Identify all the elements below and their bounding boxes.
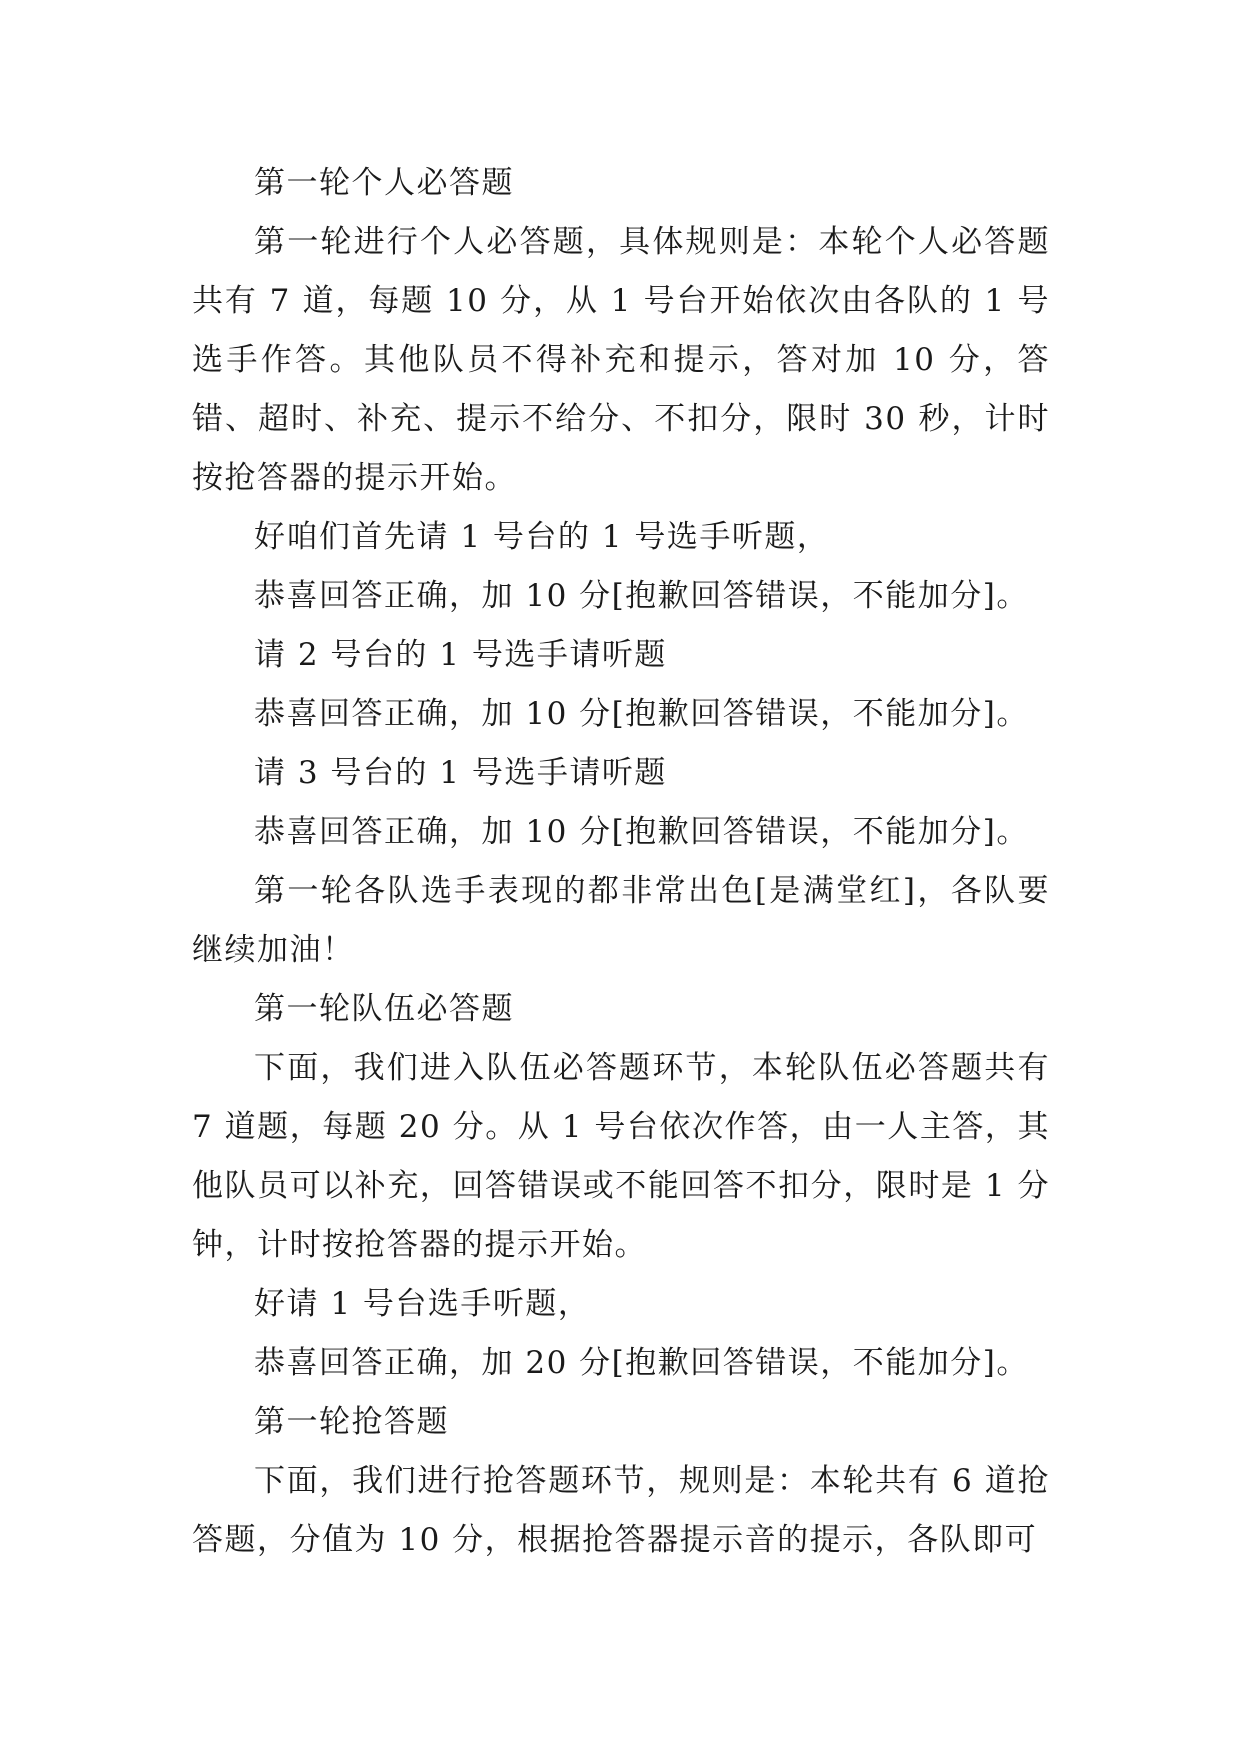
paragraph-result-3: 恭喜回答正确，加 10 分[抱歉回答错误，不能加分]。 [254,814,1029,850]
paragraph-team-result-1: 恭喜回答正确，加 20 分[抱歉回答错误，不能加分]。 [254,1345,1029,1381]
paragraph-call-stage-3: 请 3 号台的 1 号选手请听题 [254,755,667,791]
section-heading-buzzer-round: 第一轮抢答题 [254,1404,449,1440]
paragraph-call-stage-2: 请 2 号台的 1 号选手请听题 [254,637,667,673]
paragraph-result-2: 恭喜回答正确，加 10 分[抱歉回答错误，不能加分]。 [254,696,1029,732]
paragraph-individual-rules: 第一轮进行个人必答题，具体规则是：本轮个人必答题共有 7 道，每题 10 分，从 1 号台开始依次由各队的 1 号选手作答。其他队员不得补充和提示，答对加 10 分，答错、超时、补充、提示不给分、不扣分，限时 30 秒，计时按抢答器的提示开始。 [192,224,1050,496]
document-body [192,154,1050,1570]
paragraph-team-rules: 下面，我们进入队伍必答题环节，本轮队伍必答题共有 7 道题，每题 20 分。从 1 号台依次作答，由一人主答，其他队员可以补充，回答错误或不能回答不扣分，限时是 1 分钟，计时按抢答器的提示开始。 [192,1050,1050,1263]
paragraph-team-call-stage-1: 好请 1 号台选手听题， [254,1286,591,1322]
paragraph-result-1: 恭喜回答正确，加 10 分[抱歉回答错误，不能加分]。 [254,578,1029,614]
paragraph-call-stage-1: 好咱们首先请 1 号台的 1 号选手听题， [254,519,830,555]
paragraph-buzzer-rules: 下面，我们进行抢答题环节，规则是：本轮共有 6 道抢答题，分值为 10 分，根据抢答器提示音的提示，各队即可 [192,1463,1050,1558]
section-heading-individual-round: 第一轮个人必答题 [254,165,514,201]
paragraph-round-summary: 第一轮各队选手表现的都非常出色[是满堂红]，各队要继续加油！ [192,873,1050,968]
section-heading-team-round: 第一轮队伍必答题 [254,991,514,1027]
